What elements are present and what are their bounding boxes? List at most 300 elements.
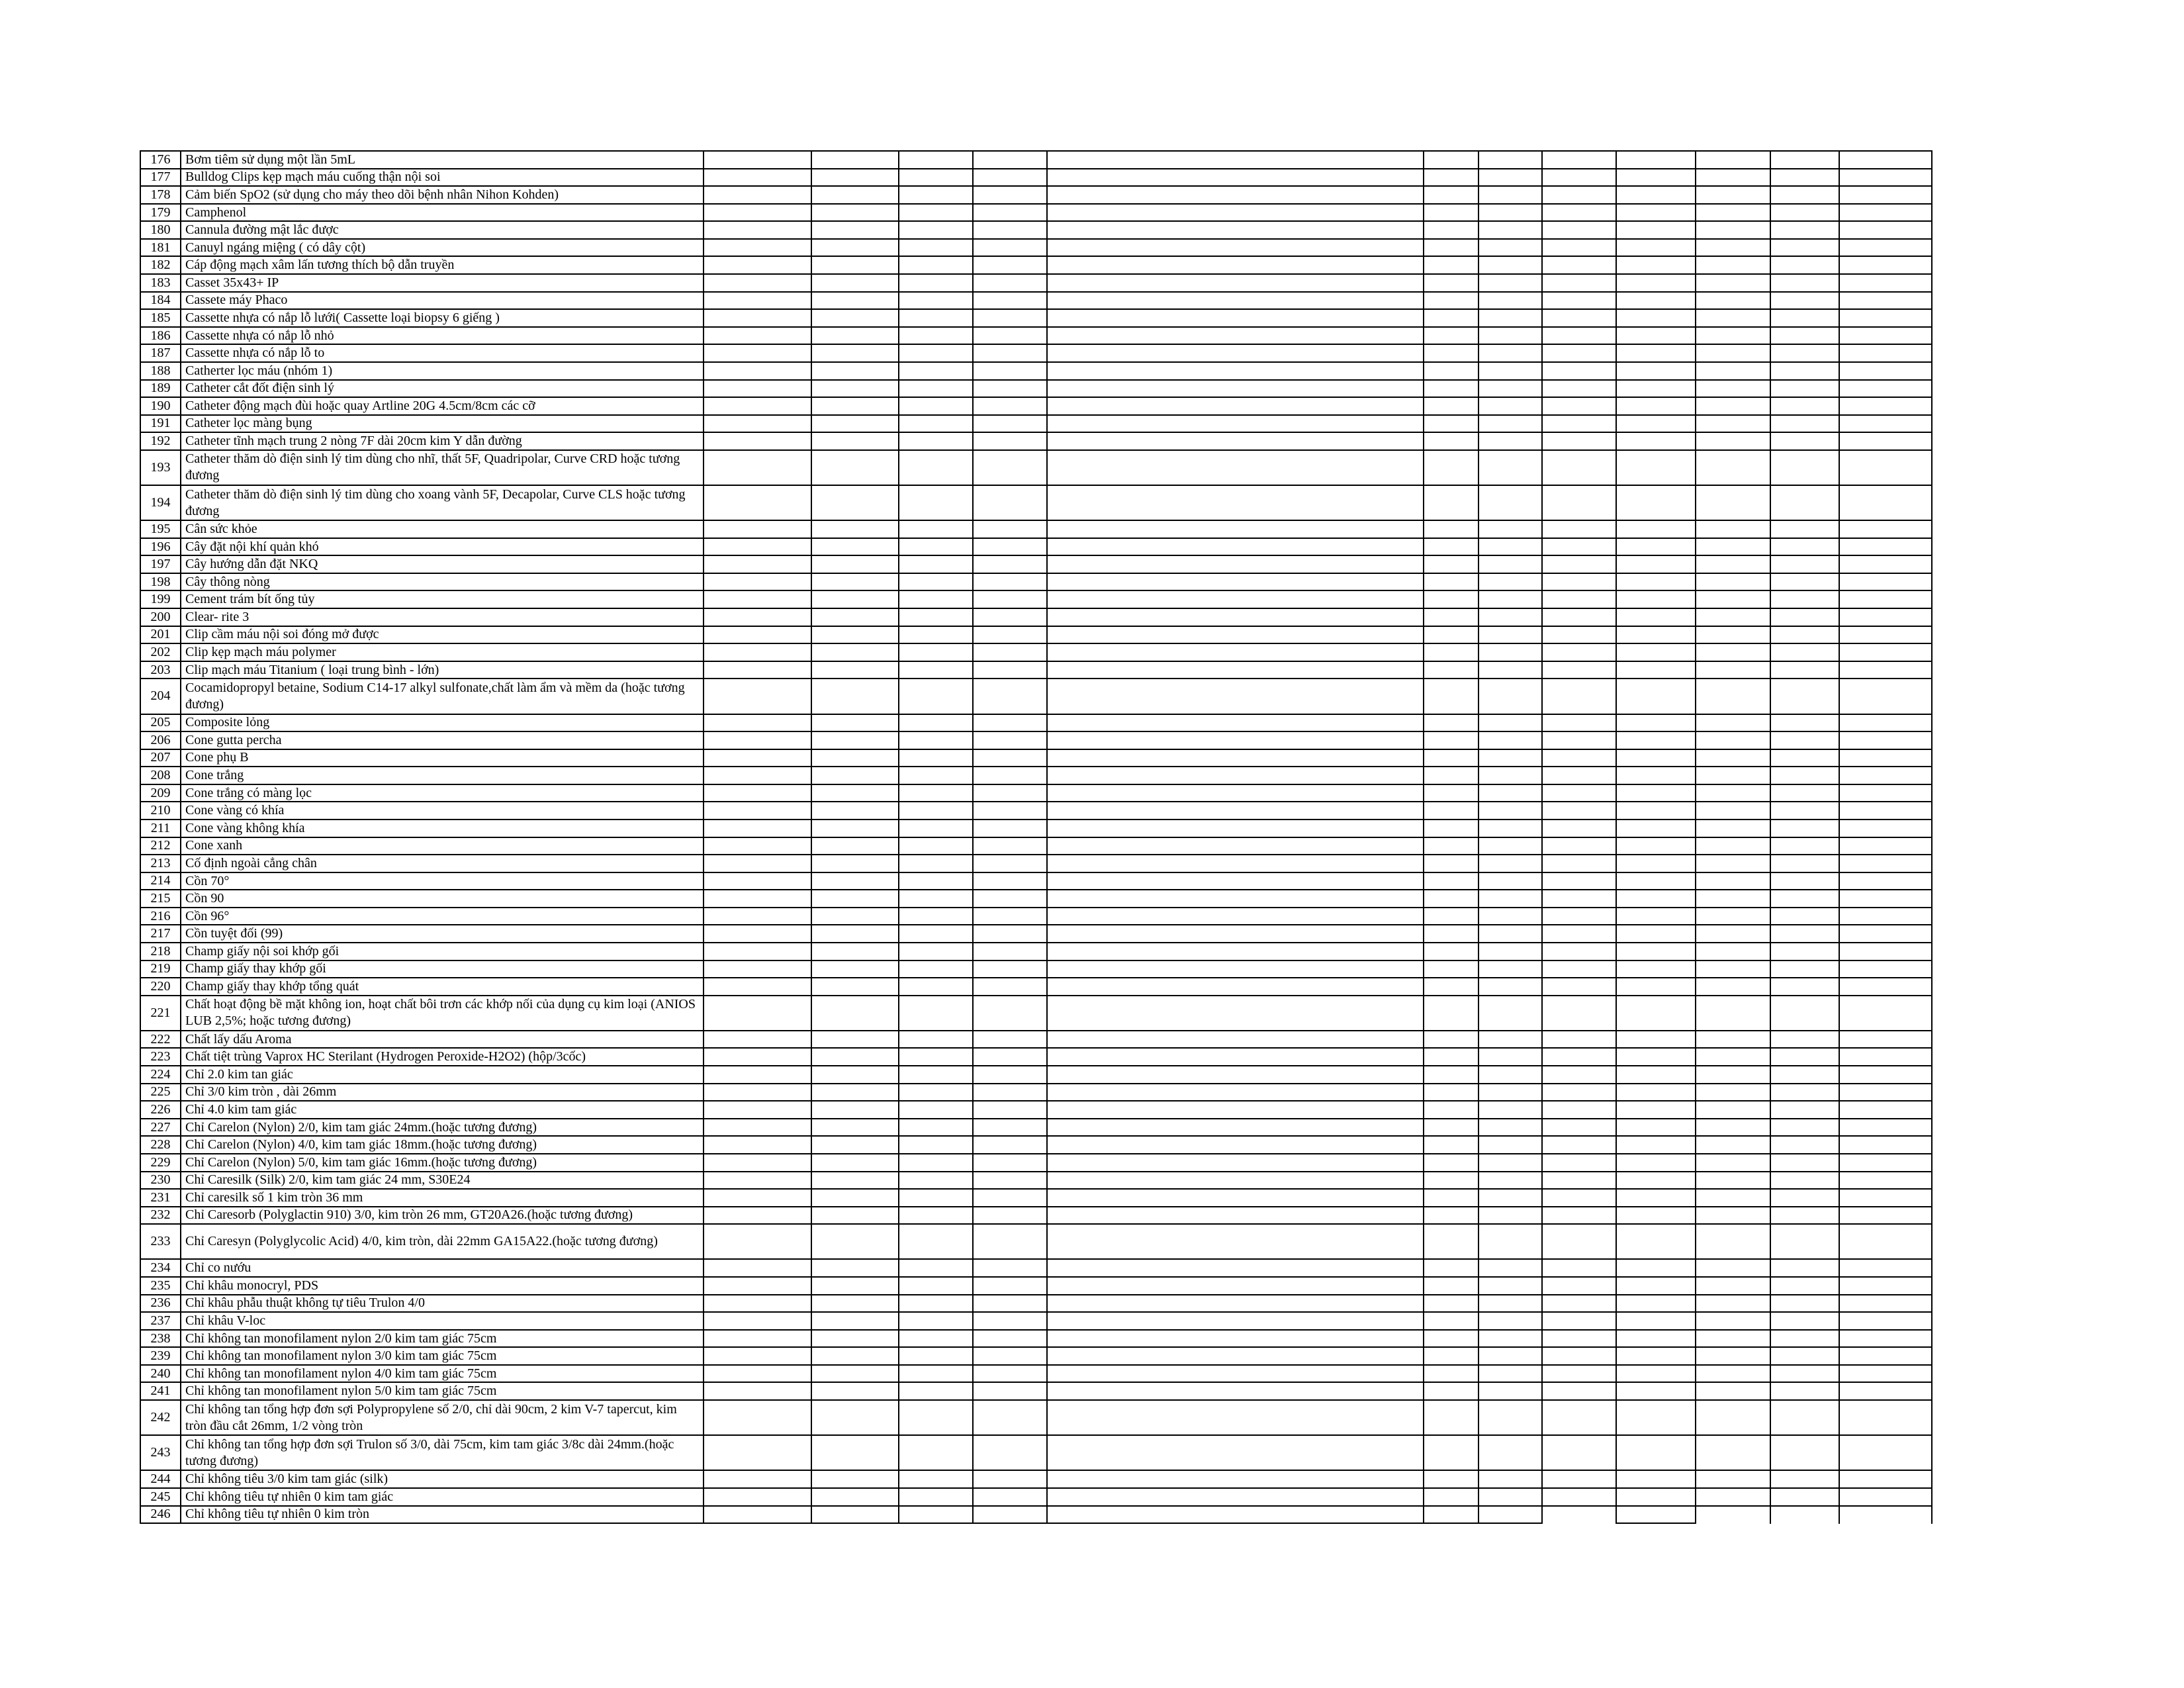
empty-cell — [1048, 1031, 1424, 1049]
empty-cell — [1840, 1049, 1933, 1066]
empty-cell — [704, 1471, 812, 1489]
empty-cell — [1840, 1401, 1933, 1436]
items-table — [140, 150, 1933, 1524]
empty-cell — [1424, 802, 1479, 820]
empty-cell — [1424, 961, 1479, 979]
empty-cell — [1840, 521, 1933, 539]
empty-cell — [899, 961, 974, 979]
empty-cell — [1543, 1084, 1617, 1102]
empty-cell — [1696, 802, 1771, 820]
empty-cell — [1696, 1154, 1771, 1172]
empty-cell — [1771, 925, 1840, 943]
item-description-cell: Chỉ Carelon (Nylon) 4/0, kim tam giác 18mm.(hoặc tương đương) — [181, 1137, 704, 1154]
empty-cell — [899, 293, 974, 310]
empty-cell — [1696, 1295, 1771, 1313]
empty-cell — [1479, 802, 1543, 820]
empty-cell — [1696, 1348, 1771, 1366]
row-number-cell: 177 — [141, 169, 181, 187]
empty-cell — [1840, 1172, 1933, 1190]
empty-cell — [1840, 398, 1933, 416]
empty-cell — [1048, 1190, 1424, 1207]
empty-cell — [1840, 1066, 1933, 1084]
empty-cell — [1771, 961, 1840, 979]
empty-cell — [1617, 662, 1696, 680]
empty-cell — [1479, 381, 1543, 399]
empty-cell — [812, 1031, 899, 1049]
empty-cell — [1696, 398, 1771, 416]
empty-cell — [1617, 644, 1696, 662]
empty-cell — [1479, 908, 1543, 926]
empty-cell — [1424, 1084, 1479, 1102]
empty-cell — [1048, 1348, 1424, 1366]
empty-cell — [899, 1471, 974, 1489]
empty-cell — [974, 996, 1048, 1031]
empty-cell — [1048, 1066, 1424, 1084]
empty-cell — [1617, 1137, 1696, 1154]
empty-cell — [1617, 275, 1696, 293]
empty-cell — [1424, 381, 1479, 399]
empty-cell — [1696, 152, 1771, 169]
row-number-cell: 218 — [141, 943, 181, 961]
empty-cell — [1617, 943, 1696, 961]
empty-cell — [1840, 152, 1933, 169]
empty-cell — [1771, 732, 1840, 750]
empty-cell — [1617, 1383, 1696, 1401]
item-description-cell: Cannula đường mật lắc được — [181, 222, 704, 240]
row-number-cell: 183 — [141, 275, 181, 293]
empty-cell — [812, 486, 899, 521]
empty-cell — [1771, 328, 1840, 346]
row-number-cell: 211 — [141, 820, 181, 838]
empty-cell — [899, 802, 974, 820]
empty-cell — [899, 1278, 974, 1295]
empty-cell — [1048, 556, 1424, 574]
empty-cell — [899, 381, 974, 399]
item-description-cell: Camphenol — [181, 205, 704, 222]
empty-cell — [1840, 1190, 1933, 1207]
empty-cell — [1543, 1401, 1617, 1436]
empty-cell — [1696, 1436, 1771, 1471]
item-description-cell: Cồn 70° — [181, 873, 704, 891]
empty-cell — [899, 767, 974, 785]
row-number-cell: 214 — [141, 873, 181, 891]
empty-cell — [899, 433, 974, 451]
empty-cell — [1479, 609, 1543, 627]
empty-cell — [1840, 820, 1933, 838]
empty-cell — [812, 1172, 899, 1190]
empty-cell — [1840, 627, 1933, 645]
item-description-cell: Catheter cắt đốt điện sinh lý — [181, 381, 704, 399]
empty-cell — [812, 1260, 899, 1278]
empty-cell — [1479, 750, 1543, 768]
empty-cell — [1543, 1190, 1617, 1207]
empty-cell — [704, 1278, 812, 1295]
empty-cell — [974, 838, 1048, 856]
empty-cell — [1696, 1313, 1771, 1331]
empty-cell — [974, 591, 1048, 609]
empty-cell — [812, 838, 899, 856]
empty-cell — [1771, 1049, 1840, 1066]
empty-cell — [1048, 1489, 1424, 1507]
empty-cell — [899, 908, 974, 926]
empty-cell — [1543, 1137, 1617, 1154]
empty-cell — [1771, 433, 1840, 451]
empty-cell — [899, 1260, 974, 1278]
empty-cell — [1840, 1260, 1933, 1278]
row-number-cell: 230 — [141, 1172, 181, 1190]
empty-cell — [974, 310, 1048, 328]
empty-cell — [1617, 310, 1696, 328]
item-description-cell: Cảm biến SpO2 (sử dụng cho máy theo dõi bệnh nhân Nihon Kohden) — [181, 187, 704, 205]
empty-cell — [704, 1331, 812, 1348]
empty-cell — [1771, 873, 1840, 891]
row-number-cell: 208 — [141, 767, 181, 785]
empty-cell — [1543, 591, 1617, 609]
empty-cell — [1696, 767, 1771, 785]
empty-cell — [1771, 152, 1840, 169]
empty-cell — [1479, 1084, 1543, 1102]
empty-cell — [1424, 328, 1479, 346]
empty-cell — [1543, 1260, 1617, 1278]
empty-cell — [1696, 1102, 1771, 1119]
empty-cell — [812, 1366, 899, 1383]
empty-cell — [1617, 1507, 1696, 1524]
empty-cell — [1424, 1066, 1479, 1084]
empty-cell — [1048, 750, 1424, 768]
empty-cell — [899, 715, 974, 733]
empty-cell — [1696, 1207, 1771, 1225]
item-description-cell: Chỉ Caresorb (Polyglactin 910) 3/0, kim tròn 26 mm, GT20A26.(hoặc tương đương) — [181, 1207, 704, 1225]
empty-cell — [1840, 293, 1933, 310]
empty-cell — [1617, 838, 1696, 856]
empty-cell — [1771, 1295, 1840, 1313]
item-description-cell: Chỉ khâu V-loc — [181, 1313, 704, 1331]
empty-cell — [1479, 222, 1543, 240]
empty-cell — [1048, 662, 1424, 680]
row-number-cell: 232 — [141, 1207, 181, 1225]
row-number-cell: 194 — [141, 486, 181, 521]
empty-cell — [899, 451, 974, 486]
empty-cell — [1543, 1489, 1617, 1507]
empty-cell — [899, 679, 974, 714]
empty-cell — [899, 1137, 974, 1154]
empty-cell — [1424, 486, 1479, 521]
empty-cell — [1479, 1278, 1543, 1295]
empty-cell — [899, 1348, 974, 1366]
empty-cell — [704, 1313, 812, 1331]
empty-cell — [974, 750, 1048, 768]
row-number-cell: 223 — [141, 1049, 181, 1066]
item-description-cell: Champ giấy thay khớp gối — [181, 961, 704, 979]
empty-cell — [1048, 222, 1424, 240]
empty-cell — [1617, 820, 1696, 838]
empty-cell — [1771, 1348, 1840, 1366]
empty-cell — [1048, 1471, 1424, 1489]
empty-cell — [1479, 416, 1543, 434]
empty-cell — [974, 363, 1048, 381]
empty-cell — [812, 1295, 899, 1313]
empty-cell — [899, 750, 974, 768]
empty-cell — [1048, 996, 1424, 1031]
empty-cell — [974, 222, 1048, 240]
empty-cell — [1696, 1225, 1771, 1260]
empty-cell — [1048, 1383, 1424, 1401]
item-description-cell: Clip cầm máu nội soi đóng mở được — [181, 627, 704, 645]
empty-cell — [704, 1084, 812, 1102]
empty-cell — [704, 1137, 812, 1154]
empty-cell — [1696, 1260, 1771, 1278]
empty-cell — [1048, 381, 1424, 399]
empty-cell — [1696, 222, 1771, 240]
empty-cell — [1771, 1331, 1840, 1348]
empty-cell — [1771, 574, 1840, 592]
empty-cell — [974, 1436, 1048, 1471]
item-description-cell: Chỉ Carelon (Nylon) 2/0, kim tam giác 24mm.(hoặc tương đương) — [181, 1119, 704, 1137]
empty-cell — [704, 310, 812, 328]
item-description-cell: Cồn 90 — [181, 890, 704, 908]
empty-cell — [1048, 925, 1424, 943]
empty-cell — [1048, 363, 1424, 381]
item-description-cell: Chỉ không tan monofilament nylon 3/0 kim tam giác 75cm — [181, 1348, 704, 1366]
empty-cell — [1543, 644, 1617, 662]
item-description-cell: Chất tiệt trùng Vaprox HC Sterilant (Hydrogen Peroxide-H2O2) (hộp/3cốc) — [181, 1049, 704, 1066]
empty-cell — [1479, 873, 1543, 891]
empty-cell — [1840, 222, 1933, 240]
empty-cell — [1617, 1066, 1696, 1084]
empty-cell — [1048, 961, 1424, 979]
empty-cell — [812, 1190, 899, 1207]
empty-cell — [1840, 1278, 1933, 1295]
empty-cell — [1771, 820, 1840, 838]
empty-cell — [974, 1295, 1048, 1313]
empty-cell — [812, 1313, 899, 1331]
empty-cell — [1479, 328, 1543, 346]
empty-cell — [1479, 820, 1543, 838]
empty-cell — [1479, 925, 1543, 943]
empty-cell — [1696, 1489, 1771, 1507]
empty-cell — [1771, 539, 1840, 557]
row-number-cell: 192 — [141, 433, 181, 451]
empty-cell — [1696, 627, 1771, 645]
empty-cell — [1543, 1278, 1617, 1295]
empty-cell — [1543, 1436, 1617, 1471]
empty-cell — [812, 1225, 899, 1260]
empty-cell — [1617, 1436, 1696, 1471]
item-description-cell: Chỉ không tan monofilament nylon 4/0 kim tam giác 75cm — [181, 1366, 704, 1383]
empty-cell — [974, 381, 1048, 399]
empty-cell — [704, 1066, 812, 1084]
empty-cell — [1617, 1190, 1696, 1207]
empty-cell — [899, 275, 974, 293]
empty-cell — [1048, 732, 1424, 750]
empty-cell — [1479, 1225, 1543, 1260]
empty-cell — [1479, 1366, 1543, 1383]
empty-cell — [812, 820, 899, 838]
empty-cell — [812, 591, 899, 609]
empty-cell — [1048, 679, 1424, 714]
empty-cell — [1617, 890, 1696, 908]
empty-cell — [1696, 257, 1771, 275]
empty-cell — [1048, 521, 1424, 539]
empty-cell — [1048, 1366, 1424, 1383]
empty-cell — [1696, 1401, 1771, 1436]
empty-cell — [1543, 1225, 1617, 1260]
empty-cell — [899, 1436, 974, 1471]
empty-cell — [1771, 293, 1840, 310]
empty-cell — [899, 345, 974, 363]
empty-cell — [1424, 662, 1479, 680]
empty-cell — [1617, 591, 1696, 609]
empty-cell — [899, 1066, 974, 1084]
empty-cell — [1543, 486, 1617, 521]
empty-cell — [974, 1172, 1048, 1190]
empty-cell — [1617, 381, 1696, 399]
empty-cell — [1696, 662, 1771, 680]
empty-cell — [1424, 1260, 1479, 1278]
empty-cell — [974, 820, 1048, 838]
empty-cell — [1424, 732, 1479, 750]
empty-cell — [704, 1190, 812, 1207]
empty-cell — [1479, 1436, 1543, 1471]
empty-cell — [1424, 363, 1479, 381]
empty-cell — [1543, 345, 1617, 363]
empty-cell — [812, 1471, 899, 1489]
empty-cell — [704, 486, 812, 521]
empty-cell — [812, 802, 899, 820]
empty-cell — [1479, 1207, 1543, 1225]
empty-cell — [974, 767, 1048, 785]
empty-cell — [1479, 1049, 1543, 1066]
empty-cell — [1840, 1137, 1933, 1154]
empty-cell — [1696, 1331, 1771, 1348]
item-description-cell: Bulldog Clips kẹp mạch máu cuống thận nội soi — [181, 169, 704, 187]
item-description-cell: Chỉ Carelon (Nylon) 5/0, kim tam giác 16mm.(hoặc tương đương) — [181, 1154, 704, 1172]
empty-cell — [1696, 1031, 1771, 1049]
empty-cell — [1048, 539, 1424, 557]
empty-cell — [974, 1225, 1048, 1260]
row-number-cell: 244 — [141, 1471, 181, 1489]
item-description-cell: Composite lỏng — [181, 715, 704, 733]
empty-cell — [1696, 310, 1771, 328]
empty-cell — [974, 486, 1048, 521]
empty-cell — [1479, 1383, 1543, 1401]
empty-cell — [1479, 486, 1543, 521]
empty-cell — [1424, 679, 1479, 714]
empty-cell — [812, 310, 899, 328]
empty-cell — [812, 398, 899, 416]
empty-cell — [1424, 1295, 1479, 1313]
empty-cell — [812, 679, 899, 714]
empty-cell — [1840, 416, 1933, 434]
empty-cell — [1424, 187, 1479, 205]
empty-cell — [974, 925, 1048, 943]
empty-cell — [974, 1331, 1048, 1348]
empty-cell — [704, 574, 812, 592]
empty-cell — [704, 802, 812, 820]
empty-cell — [1543, 662, 1617, 680]
empty-cell — [974, 275, 1048, 293]
empty-cell — [1479, 451, 1543, 486]
empty-cell — [1543, 1119, 1617, 1137]
empty-cell — [1696, 644, 1771, 662]
empty-cell — [812, 925, 899, 943]
empty-cell — [1696, 328, 1771, 346]
empty-cell — [812, 381, 899, 399]
empty-cell — [1840, 556, 1933, 574]
empty-cell — [1479, 1066, 1543, 1084]
empty-cell — [812, 574, 899, 592]
empty-cell — [899, 1172, 974, 1190]
row-number-cell: 188 — [141, 363, 181, 381]
empty-cell — [1771, 715, 1840, 733]
empty-cell — [1617, 679, 1696, 714]
empty-cell — [1840, 925, 1933, 943]
empty-cell — [812, 908, 899, 926]
empty-cell — [1424, 1401, 1479, 1436]
empty-cell — [1617, 416, 1696, 434]
empty-cell — [1617, 978, 1696, 996]
empty-cell — [1048, 978, 1424, 996]
empty-cell — [1696, 996, 1771, 1031]
empty-cell — [1479, 310, 1543, 328]
item-description-cell: Cassette nhựa có nắp lỗ lưới( Cassette loại biopsy 6 giếng ) — [181, 310, 704, 328]
empty-cell — [899, 521, 974, 539]
empty-cell — [1696, 890, 1771, 908]
empty-cell — [1543, 838, 1617, 856]
empty-cell — [974, 1190, 1048, 1207]
empty-cell — [1479, 345, 1543, 363]
empty-cell — [1543, 978, 1617, 996]
empty-cell — [704, 363, 812, 381]
empty-cell — [1771, 679, 1840, 714]
empty-cell — [1617, 328, 1696, 346]
empty-cell — [704, 345, 812, 363]
empty-cell — [1543, 943, 1617, 961]
empty-cell — [899, 486, 974, 521]
empty-cell — [1543, 732, 1617, 750]
empty-cell — [1771, 1172, 1840, 1190]
empty-cell — [1424, 398, 1479, 416]
empty-cell — [704, 1102, 812, 1119]
row-number-cell: 178 — [141, 187, 181, 205]
empty-cell — [1479, 785, 1543, 803]
empty-cell — [1424, 1383, 1479, 1401]
empty-cell — [812, 345, 899, 363]
empty-cell — [1696, 1049, 1771, 1066]
empty-cell — [812, 1489, 899, 1507]
empty-cell — [812, 609, 899, 627]
empty-cell — [974, 1084, 1048, 1102]
empty-cell — [1543, 451, 1617, 486]
row-number-cell: 176 — [141, 152, 181, 169]
empty-cell — [974, 1278, 1048, 1295]
empty-cell — [1771, 222, 1840, 240]
empty-cell — [1696, 240, 1771, 258]
empty-cell — [1543, 908, 1617, 926]
empty-cell — [1617, 1119, 1696, 1137]
empty-cell — [704, 1436, 812, 1471]
item-description-cell: Cây thông nòng — [181, 574, 704, 592]
empty-cell — [1048, 855, 1424, 873]
empty-cell — [1696, 1507, 1771, 1524]
empty-cell — [1771, 1489, 1840, 1507]
empty-cell — [1840, 486, 1933, 521]
empty-cell — [1424, 416, 1479, 434]
empty-cell — [1048, 574, 1424, 592]
item-description-cell: Cassette nhựa có nắp lỗ to — [181, 345, 704, 363]
row-number-cell: 219 — [141, 961, 181, 979]
item-description-cell: Cây đặt nội khí quản khó — [181, 539, 704, 557]
